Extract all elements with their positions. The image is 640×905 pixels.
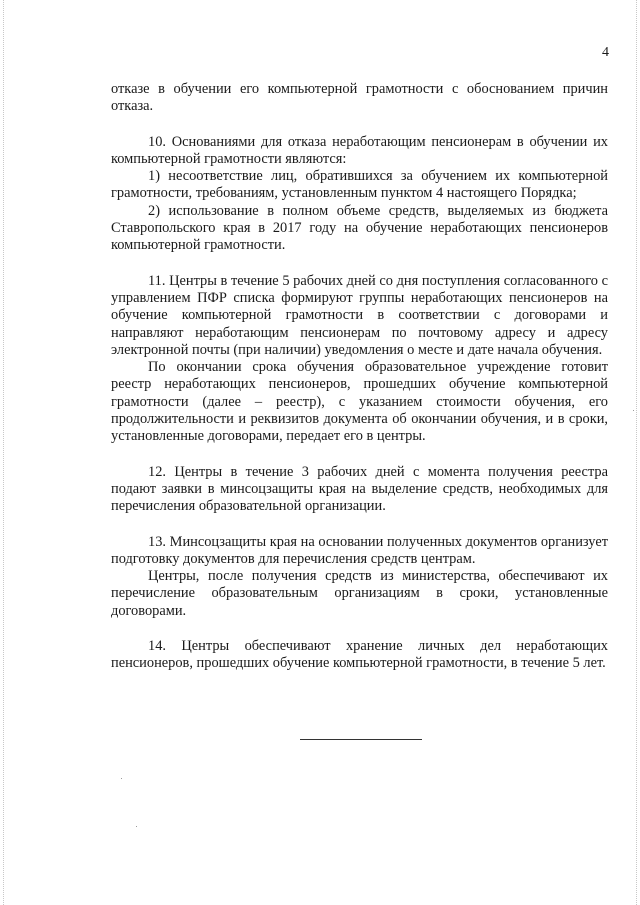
scan-speck [121,778,122,779]
paragraph-clause-12: 12. Центры в течение 3 рабочих дней с момента получения реестра подают заявки в минсоцзащиты края на выделение средств, необходимых для перечисления образовательной организации. [111,463,608,515]
paragraph-clause-13-transfer: Центры, после получения средств из министерства, обеспечивают их перечисление образовательным организациям в сроки, установленные договорами. [111,568,608,619]
scan-edge-right [636,0,637,905]
paragraph-clause-10-item-1: 1) несоответствие лиц, обратившихся за обучением их компьютерной грамотности, требованиям, установленным пунктом 4 настоящего Порядка; [111,168,608,202]
paragraph-clause-10-item-2: 2) использование в полном объеме средств, выделяемых из бюджета Ставропольского края в 2017 году на обучение неработающих пенсионеров компьютерной грамотности. [111,202,608,254]
end-of-document-rule [300,739,422,740]
scan-speck [136,826,137,827]
paragraph-refusal-reason: отказе в обучении его компьютерной грамотности с обоснованием причин отказа. [111,81,608,115]
scan-edge-left [3,0,4,905]
scan-speck [633,410,634,411]
paragraph-clause-14: 14. Центры обеспечивают хранение личных дел неработающих пенсионеров, прошедших обучение компьютерной грамотности, в течение 5 лет. [111,638,608,672]
paragraph-clause-13: 13. Минсоцзащиты края на основании полученных документов организует подготовку документов для перечисления средств центрам. [111,533,608,567]
paragraph-clause-11: 11. Центры в течение 5 рабочих дней со дня поступления согласованного с управлением ПФР списка формируют группы неработающих пенсионеров на обучение компьютерной грамотности в соответствии с договорами и направляют неработающим пенсионерам по почтовому адресу и адресу электронной почты (при наличии) уведомления о месте и дате начала обучения. [111,272,608,358]
paragraph-clause-11-registry: По окончании срока обучения образовательное учреждение готовит реестр неработающих пенсионеров, прошедших обучение компьютерной грамотности (далее – реестр), с указанием стоимости обучения, его продолжительности и реквизитов документа об окончании обучения, и в сроки, установленные договорами, передает его в центры. [111,359,608,445]
page-number: 4 [602,45,609,60]
paragraph-clause-10: 10. Основаниями для отказа неработающим пенсионерам в обучении их компьютерной грамотности являются: [111,133,608,167]
document-body [111,81,608,673]
